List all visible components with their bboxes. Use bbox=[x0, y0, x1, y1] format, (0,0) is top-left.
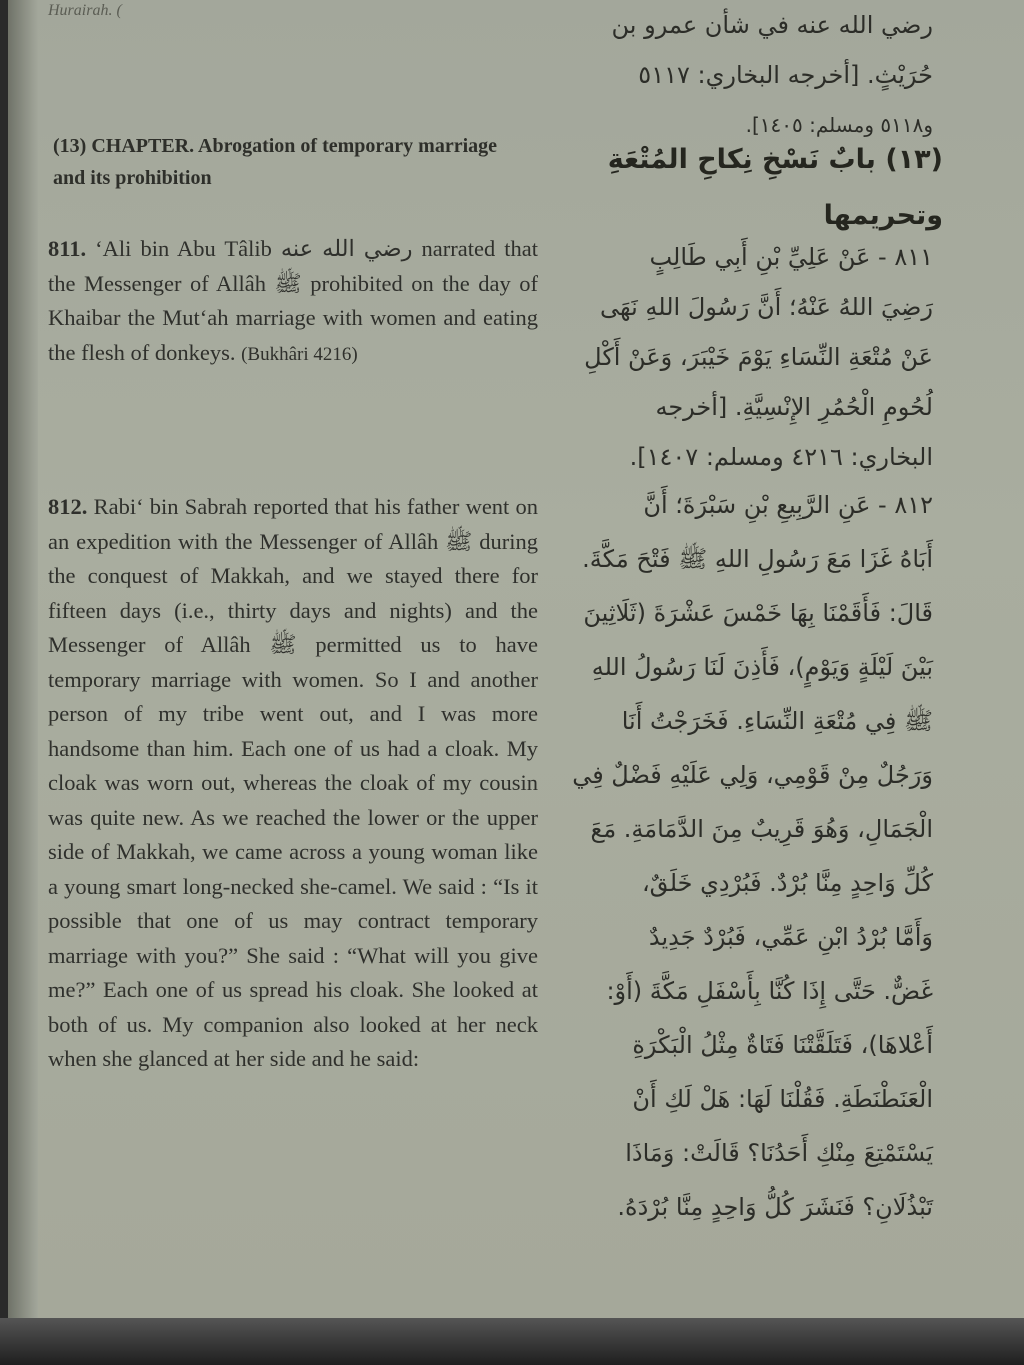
arabic-line: عَنْ مُتْعَةِ النِّسَاءِ يَوْمَ خَيْبَرَ، وَعَنْ أَكْلِ bbox=[584, 343, 933, 371]
page-edge bbox=[0, 1318, 1024, 1365]
arabic-line: ﷺ فِي مُتْعَةِ النِّسَاءِ. فَخَرَجْتُ أَنَا bbox=[621, 707, 933, 735]
hadith-812-en bbox=[48, 490, 538, 1077]
running-header: Hurairah. ( bbox=[48, 2, 122, 19]
arabic-line: وَأَمَّا بُرْدُ ابْنِ عَمِّي، فَبُرْدٌ جَدِيدٌ bbox=[648, 923, 933, 951]
chapter-heading-ar-line: (١٣) بابٌ نَسْخِ نِكاحِ المُتْعَةِ bbox=[607, 144, 943, 175]
arabic-line: أَبَاهُ غَزَا مَعَ رَسُولِ اللهِ ﷺ فَتْحَ مَكَّةَ. bbox=[582, 545, 933, 573]
hadith-text: Rabi‘ bin Sabrah reported that his father went on an expedition with the Messenger of Allâh ﷺ during the conquest of Makkah, and we stayed there for fifteen days (i.e., thirty days and nights) and the Messenger of Allâh ﷺ permitted us to have temporary marriage with women. So I and another person of my tribe went out, and I was more handsome than him. Each one of us had a cloak. My cloak was worn out, whereas the cloak of my cousin was quite new. As we reached the lower or the upper side of Makkah, we came across a young woman like a young smart long-necked she-camel. We said : “Is it possible that one of us may contract temporary marriage with you?” She said : “What will you give me?” Each one of us spread his cloak. She looked at both of us. My companion also looked at her neck when she glanced at her side and he said: bbox=[48, 494, 539, 1071]
chapter-heading-ar bbox=[553, 132, 943, 244]
hadith-811-en bbox=[48, 232, 538, 372]
hadith-reference: (Bukhâri 4216) bbox=[241, 343, 358, 365]
chapter-heading-ar-line: وتحريمها bbox=[823, 200, 943, 231]
hadith-812-ar bbox=[548, 478, 933, 1234]
arabic-line: أَعْلاهَا)، فَتَلَقَّتْنَا فَتَاةٌ مِثْلُ الْبَكْرَةِ bbox=[632, 1031, 933, 1059]
arabic-line: الْجَمَالِ، وَهُوَ قَرِيبٌ مِنَ الدَّمَامَةِ. مَعَ bbox=[590, 815, 933, 843]
hadith-811-ar bbox=[548, 232, 933, 482]
arabic-line: البخاري: ٤٢١٦ ومسلم: ١٤٠٧]. bbox=[629, 443, 933, 471]
arabic-top-block bbox=[548, 0, 933, 150]
arabic-top-line: و٥١١٨ ومسلم: ١٤٠٥]. bbox=[745, 113, 933, 137]
arabic-line: غَضٌّ. حَتَّى إِذَا كُنَّا بِأَسْفَلِ مَكَّةَ (أَوْ: bbox=[606, 977, 933, 1005]
hadith-number: 812. bbox=[48, 494, 88, 519]
arabic-line: ٨١٢ - عَنِ الرَّبِيعِ بْنِ سَبْرَةَ؛ أَنَّ bbox=[643, 491, 933, 519]
arabic-line: قَالَ: فَأَقَمْنَا بِهَا خَمْسَ عَشْرَةَ (ثَلَاثِينَ bbox=[583, 599, 933, 627]
arabic-line: وَرَجُلٌ مِنْ قَوْمِي، وَلِي عَلَيْهِ فَضْلٌ فِي bbox=[572, 761, 933, 789]
chapter-heading-en: (13) CHAPTER. Abrogation of temporary marriage and its prohibition bbox=[53, 135, 498, 189]
arabic-line: رَضِيَ اللهُ عَنْهُ؛ أَنَّ رَسُولَ اللهِ نَهَى bbox=[600, 293, 933, 321]
arabic-line: بَيْنَ لَيْلَةٍ وَيَوْمٍ)، فَأَذِنَ لَنَا رَسُولُ اللهِ bbox=[591, 653, 933, 681]
arabic-top-line: حُرَيْثٍ. [أخرجه البخاري: ٥١١٧ bbox=[638, 61, 933, 89]
arabic-line: لُحُومِ الْحُمُرِ الإِنْسِيَّةِ. [أخرجه bbox=[655, 393, 933, 421]
arabic-line: تَبْذُلَانِ؟ فَنَشَرَ كُلُّ وَاحِدٍ مِنَّا بُرْدَهُ. bbox=[617, 1193, 933, 1221]
gutter-shadow bbox=[8, 0, 38, 1330]
arabic-line: يَسْتَمْتِعَ مِنْكِ أَحَدُنَا؟ قَالَتْ: وَمَاذَا bbox=[625, 1139, 933, 1167]
arabic-line: الْعَنَطْنَطَةِ. فَقُلْنَا لَهَا: هَلْ لَكِ أَنْ bbox=[632, 1085, 933, 1113]
arabic-top-line: رضي الله عنه في شأن عمرو بن bbox=[611, 11, 933, 39]
arabic-line: ٨١١ - عَنْ عَلِيِّ بْنِ أَبِي طَالِبٍ bbox=[649, 243, 933, 271]
hadith-text: ‘Ali bin Abu Tâlib رضي الله عنه narrated that the Messenger of Allâh ﷺ prohibited on the day of Khaibar the Mut‘ah marriage with women and eating the flesh of donkeys. bbox=[48, 236, 539, 365]
hadith-number: 811. bbox=[48, 236, 87, 261]
book-page bbox=[8, 0, 1024, 1330]
arabic-line: كُلِّ وَاحِدٍ مِنَّا بُرْدٌ. فَبُرْدِي خَلَقٌ، bbox=[641, 869, 933, 897]
